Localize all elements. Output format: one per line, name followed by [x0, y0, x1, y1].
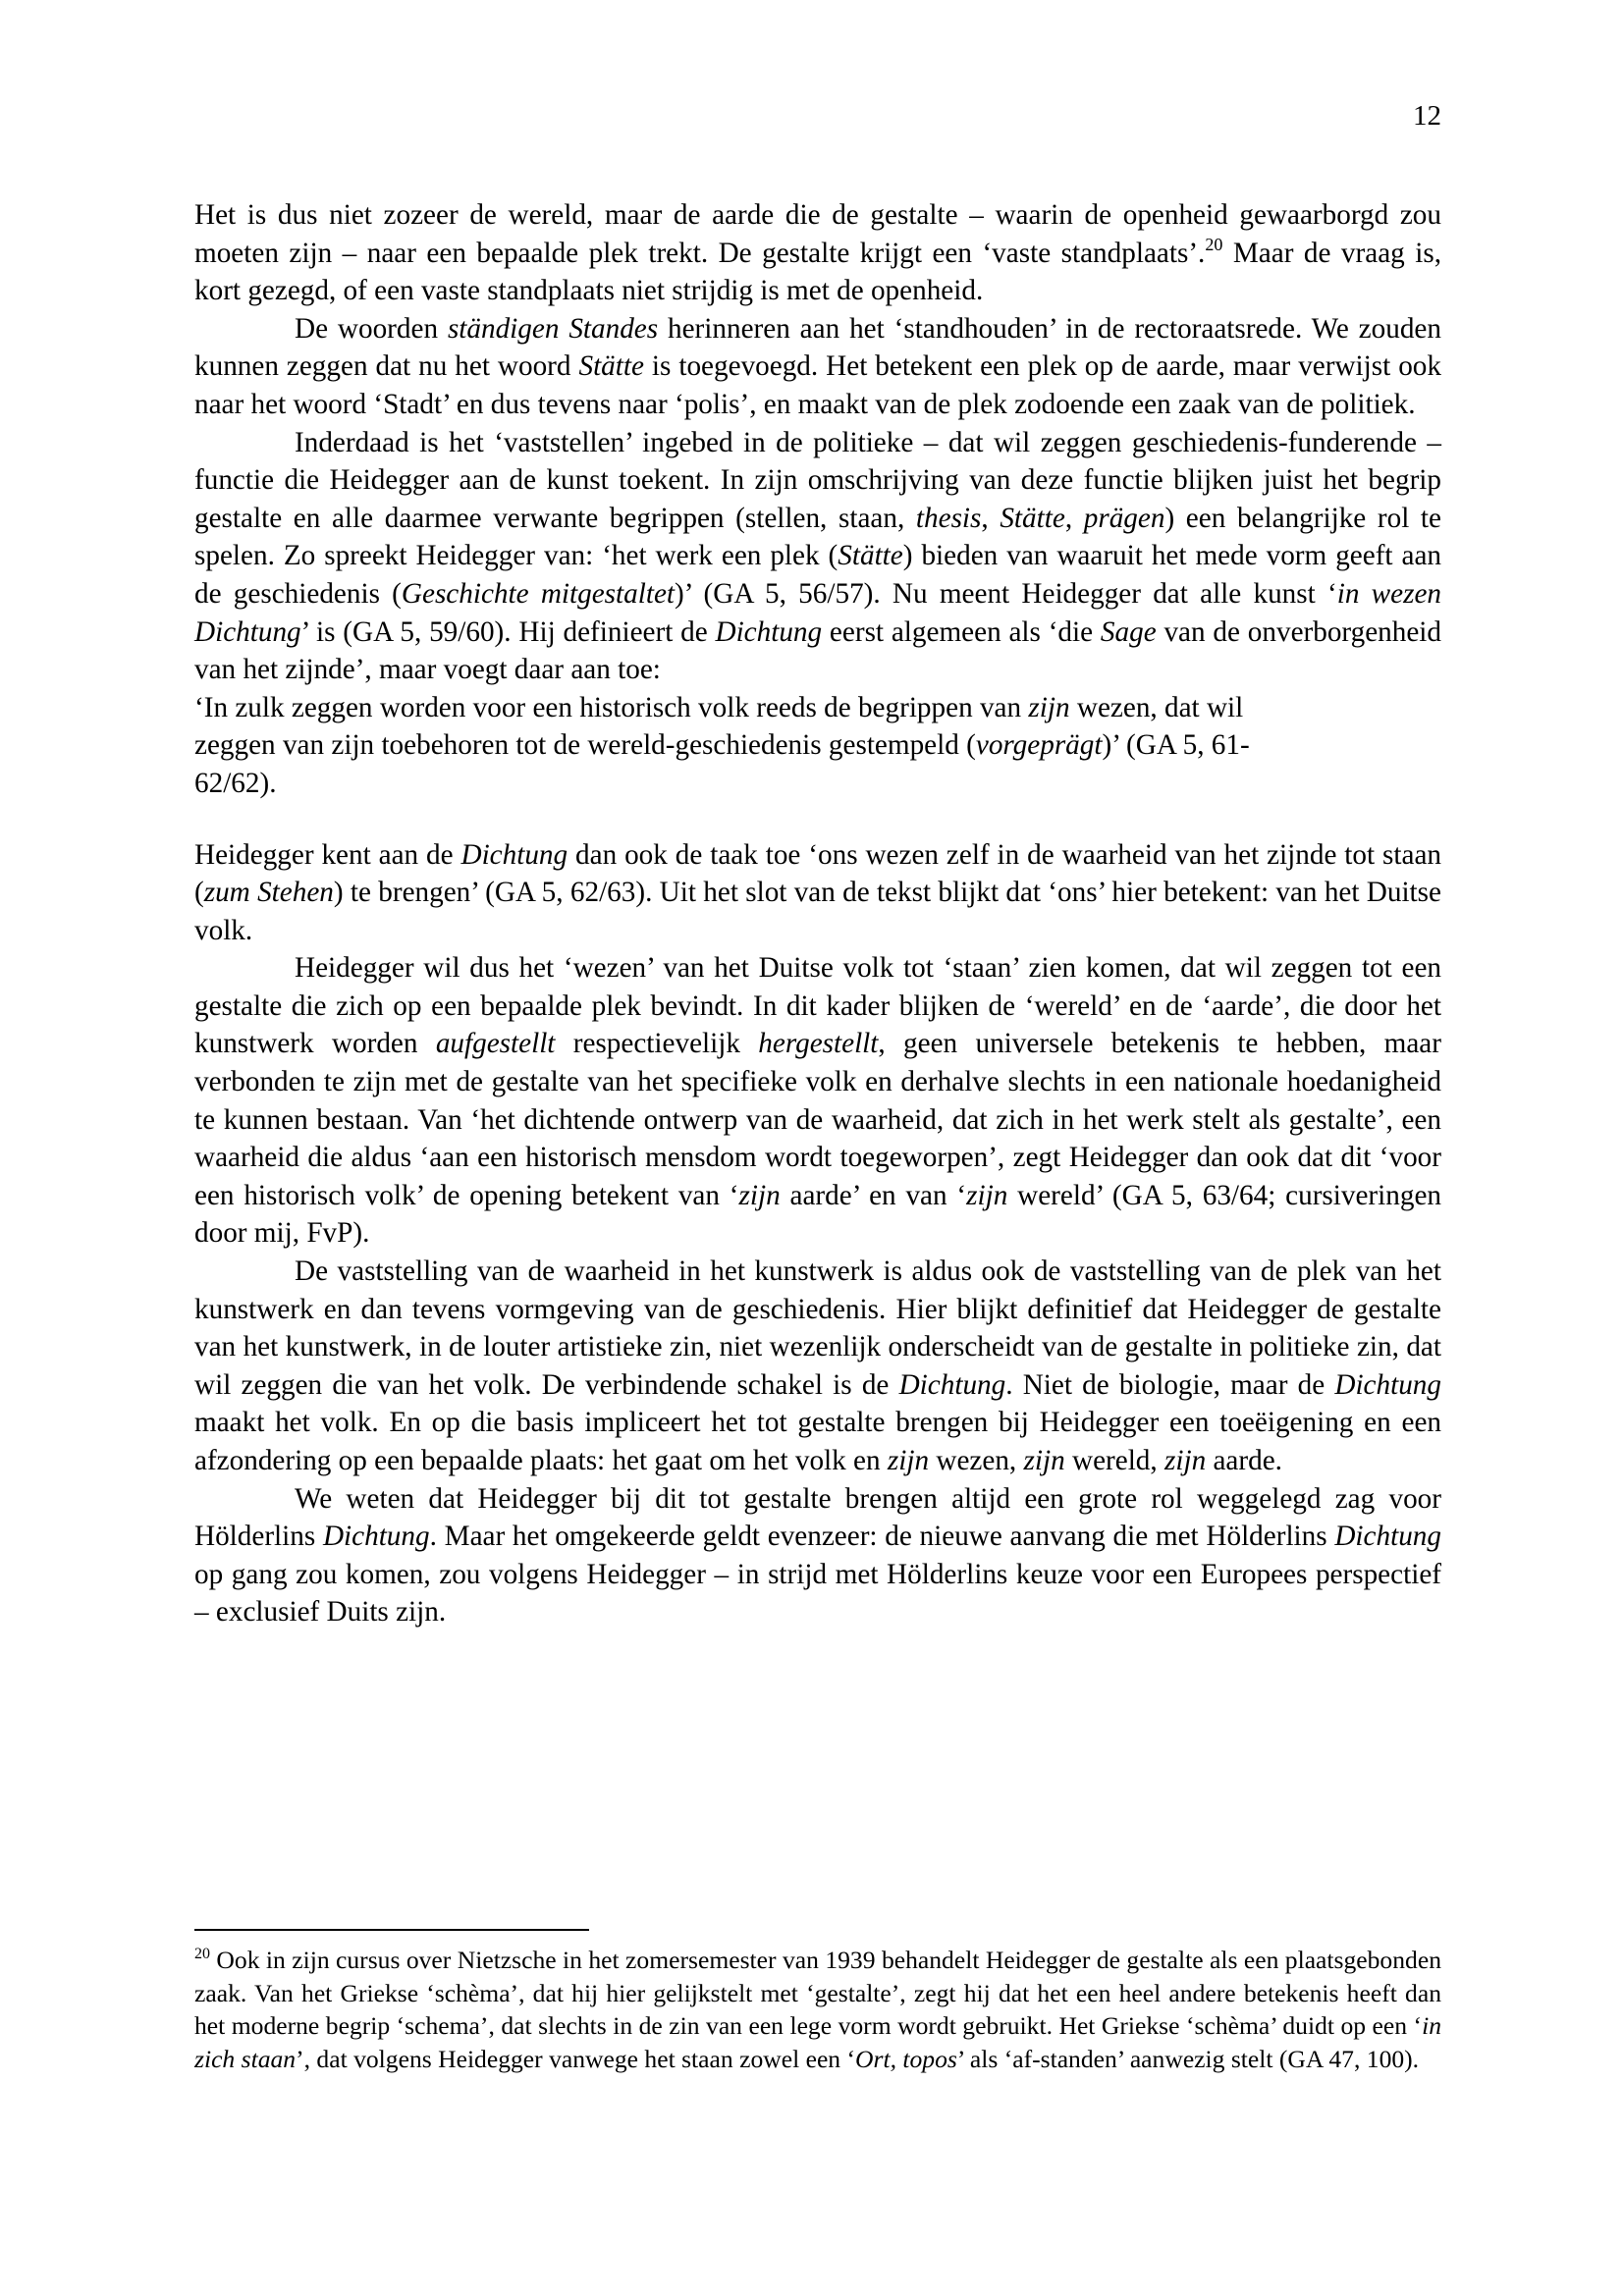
text-run: )’ (GA 5, 61-62/62). — [194, 729, 1250, 799]
italic-text: Stätte — [1000, 502, 1065, 534]
italic-text: hergestellt — [758, 1028, 879, 1060]
text-run: maakt het volk. En op die basis impliceert het tot gestalte brengen bij Heidegger een toeëigening en een afzondering op een bepaalde plaats: het gaat om het volk en — [194, 1407, 1441, 1476]
text-run: op gang zou komen, zou volgens Heidegger – in strijd met Hölderlins keuze voor een Europees perspectief – exclusief Duits zijn. — [194, 1558, 1441, 1629]
text-run: eerst algemeen als ‘die — [822, 615, 1101, 648]
italic-text: zijn — [1023, 1445, 1065, 1476]
footnote-separator — [194, 1929, 589, 1931]
footnote-reference: 20 — [194, 1946, 210, 1962]
text-run: , — [981, 502, 1001, 534]
text-run: )’ (GA 5, 56/57). Nu meent Heidegger dat alle kunst ‘ — [675, 577, 1337, 610]
italic-text: Dichtung — [1334, 1521, 1441, 1553]
text-run: We weten dat Heidegger bij dit tot gestalte brengen altijd een grote rol weggelegd zag voor Hölderlins — [194, 1482, 1441, 1553]
text-run: is toegevoegd. Het betekent een plek op de aarde, maar verwijst ook naar het woord ‘Stadt’ en dus tevens naar ‘polis’, en maakt van de plek zodoende een zaak van de politiek. — [194, 350, 1441, 420]
text-run: ‘In zulk zeggen worden voor een historisch volk reeds de begrippen van — [194, 691, 1029, 723]
italic-text: in zich staan — [194, 2011, 1441, 2073]
text-run: ) een belangrijke rol te spelen. Zo spreekt Heidegger van: ‘het werk een plek ( — [194, 502, 1441, 572]
text-run: . Niet de biologie, maar de — [1005, 1368, 1335, 1401]
body-text — [194, 196, 1441, 1631]
italic-text: zijn — [966, 1179, 1008, 1211]
text-run: ’ als ‘af-standen’ aanwezig stelt (GA 47, 100). — [956, 2044, 1420, 2073]
footnote — [194, 1944, 1441, 2075]
text-run: wereld, — [1064, 1445, 1164, 1476]
text-run: Maar de vraag is, kort gezegd, of een vaste standplaats niet strijdig is met de openheid. — [194, 237, 1441, 307]
paragraph — [194, 310, 1441, 424]
italic-text: zijn — [887, 1445, 930, 1476]
italic-text: Ort, topos — [855, 2044, 957, 2073]
paragraph — [194, 836, 1441, 950]
italic-text: Dichtung — [898, 1368, 1006, 1401]
block-quote — [194, 689, 1294, 803]
italic-text: Sage — [1100, 615, 1157, 648]
text-run: ) te brengen’ (GA 5, 62/63). Uit het slot van de tekst blijkt dat ‘ons’ hier betekent: van het Duitse volk. — [194, 877, 1441, 946]
italic-text: Dichtung — [460, 838, 568, 871]
italic-text: zijn — [1028, 691, 1070, 723]
text-run: , geen universele betekenis te hebben, maar verbonden te zijn met de gestalte van het specifieke volk en derhalve slechts in een nationale hoedanigheid te kunnen bestaan. Van ‘het dichtende ontwerp van de waarheid, dat zich in het werk stelt als gestalte’, een waarheid die aldus ‘aan een historisch mensdom wordt toegeworpen’, zegt Heidegger dan ook dat dit ‘voor een historisch volk’ de opening betekent van ‘ — [194, 1028, 1441, 1211]
page-number: 12 — [1413, 100, 1441, 132]
text-run: ’ is (GA 5, 59/60). Hij definieert de — [300, 615, 716, 648]
italic-text: Dichtung — [1334, 1368, 1441, 1401]
text-run: van de onverborgenheid van het zijnde’, maar voegt daar aan toe: — [194, 615, 1442, 686]
paragraph — [194, 1480, 1441, 1631]
paragraph — [194, 1253, 1441, 1480]
italic-text: aufgestellt — [435, 1028, 556, 1060]
italic-text: in wezen Dichtung — [194, 577, 1441, 648]
footnote-reference: 20 — [1205, 234, 1223, 254]
text-run: , — [1064, 502, 1084, 534]
italic-text: Stätte — [838, 540, 903, 572]
text-run: wezen, — [929, 1445, 1024, 1476]
text-run: aarde. — [1206, 1445, 1282, 1476]
text-run: aarde’ en van ‘ — [780, 1179, 967, 1211]
italic-text: Geschichte mitgestaltet — [401, 577, 676, 610]
text-run: Ook in zijn cursus over Nietzsche in het zomersemester van 1939 behandelt Heidegger de gestalte als een plaatsgebonden zaak. Van het Griekse ‘schèma’, dat hij hier gelijkstelt met ‘gestalte’, zegt hij dat het een heel andere betekenis heeft dan het moderne begrip ‘schema’, dat slechts in de zin van een lege vorm wordt gebruikt. Het Griekse ‘schèma’ duidt op een ‘ — [194, 1946, 1441, 2040]
text-run: dan ook de taak toe ‘ons wezen zelf in de waarheid van het zijnde tot staan ( — [194, 838, 1441, 909]
paragraph — [194, 196, 1441, 310]
italic-text: Dichtung — [715, 615, 823, 648]
italic-text: ständigen Standes — [447, 312, 659, 345]
italic-text: zijn — [1164, 1445, 1207, 1476]
paragraph — [194, 424, 1441, 689]
text-run: herinneren aan het ‘standhouden’ in de rectoraatsrede. We zouden kunnen zeggen dat nu het woord — [194, 312, 1441, 383]
italic-text: vorgeprägt — [975, 729, 1103, 762]
italic-text: Dichtung — [322, 1521, 430, 1553]
italic-text: zum Stehen — [203, 877, 334, 909]
text-run: wereld’ (GA 5, 63/64; cursiveringen door mij, FvP). — [194, 1179, 1441, 1250]
paragraph — [194, 949, 1441, 1253]
text-run: ’, dat volgens Heidegger vanwege het staan zowel een ‘ — [296, 2044, 856, 2073]
italic-text: zijn — [738, 1179, 781, 1211]
text-run: ) bieden van waaruit het mede vorm geeft aan de geschiedenis ( — [194, 540, 1441, 610]
italic-text: prägen — [1083, 502, 1165, 534]
footnote-20 — [194, 1944, 1441, 2075]
text-run: De vaststelling van de waarheid in het kunstwerk is aldus ook de vaststelling van de plek van het kunstwerk en dan tevens vormgeving van de geschiedenis. Hier blijkt definitief dat Heidegger de gestalte van het kunstwerk, in de louter artistieke zin, niet wezenlijk onderscheidt van de gestalte in politieke zin, dat wil zeggen die van het volk. De verbindende schakel is de — [194, 1255, 1441, 1401]
text-run: respectievelijk — [555, 1028, 759, 1060]
text-run: Inderdaad is het ‘vaststellen’ ingebed in de politieke – dat wil zeggen geschiedenis-funderende – functie die Heidegger aan de kunst toekent. In zijn omschrijving van deze functie blijken juist het begrip gestalte en alle daarmee verwante begrippen (stellen, staan, — [194, 426, 1441, 534]
text-run: Heidegger kent aan de — [194, 838, 461, 871]
text-run: Heidegger wil dus het ‘wezen’ van het Duitse volk tot ‘staan’ zien komen, dat wil zeggen tot een gestalte die zich op een bepaalde plek bevindt. In dit kader blijken de ‘wereld’ en de ‘aarde’, die door het kunstwerk worden — [194, 952, 1441, 1060]
text-run: Het is dus niet zozeer de wereld, maar de aarde die de gestalte – waarin de openheid gewaarborgd zou moeten zijn – naar een bepaalde plek trekt. De gestalte krijgt een ‘vaste standplaats’. — [194, 199, 1441, 269]
italic-text: thesis — [915, 502, 982, 534]
text-run: wezen, dat wil zeggen van zijn toebehoren tot de wereld-geschiedenis gestempeld ( — [194, 691, 1244, 762]
text-run: De woorden — [295, 312, 448, 345]
italic-text: Stätte — [578, 350, 644, 383]
text-run: . Maar het omgekeerde geldt evenzeer: de nieuwe aanvang die met Hölderlins — [429, 1521, 1335, 1553]
